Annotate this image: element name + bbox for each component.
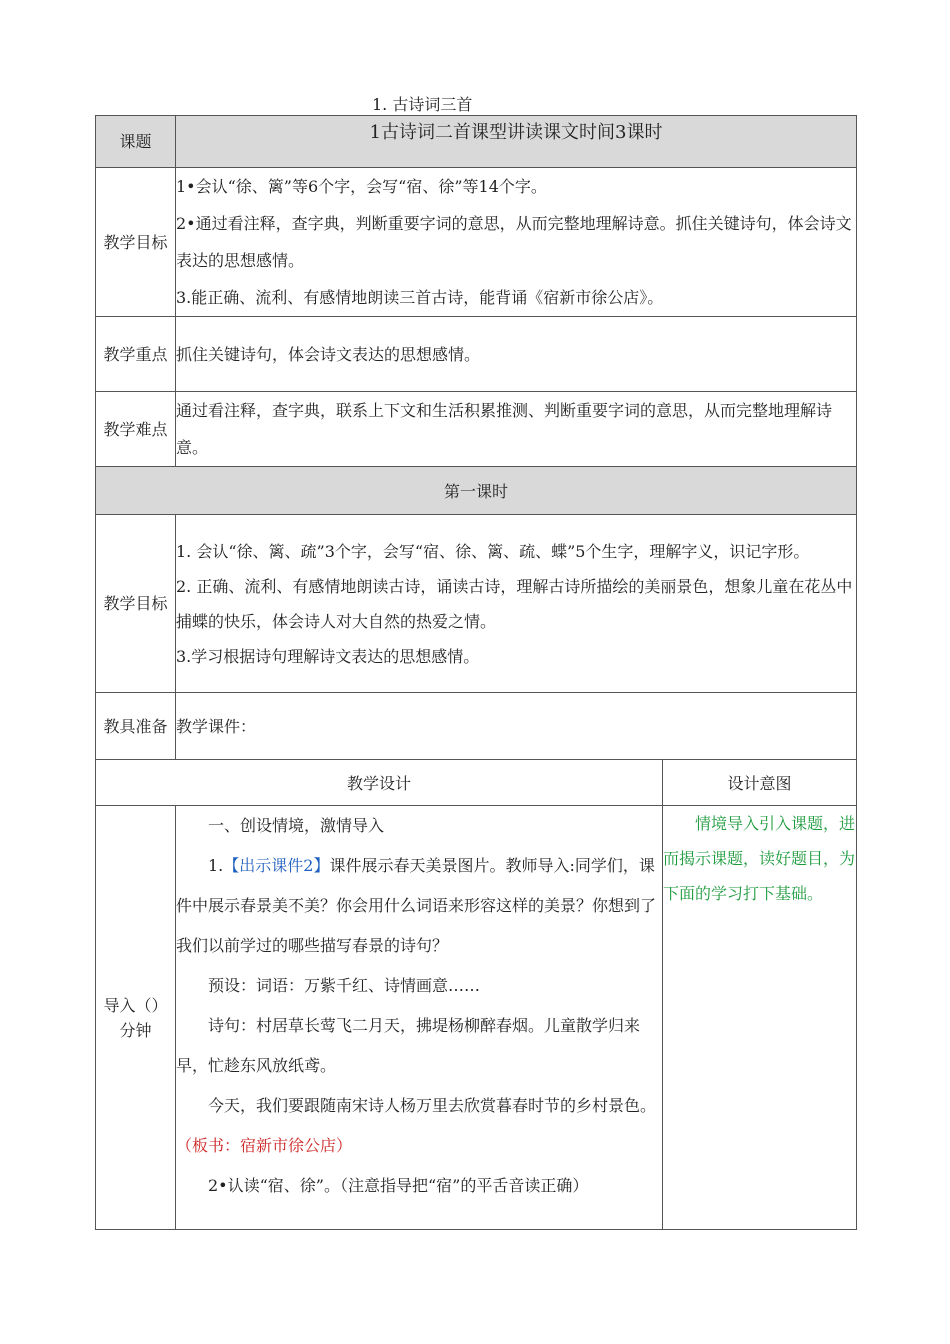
intro-intent: 情境导入引入课题，进而揭示课题，读好题目，为下面的学习打下基础。	[663, 806, 857, 1230]
first-lesson-title: 第一课时	[96, 467, 857, 515]
intro-step-2: 2•认读“宿、徐”。（注意指导把“宿”的平舌音读正确）	[208, 1176, 589, 1195]
intro-poem: 诗句：村居草长莺飞二月天，拂堤杨柳醉春烟。儿童散学归来早，忙趁东风放纸鸢。	[176, 1016, 641, 1075]
intro-p1-rest: 课件展示春天美景图片。教师导入:同学们，课件中展示春景美不美？你会用什么词语来形容这样的美景？你想到了我们以前学过的哪些描写春景的诗句？	[176, 856, 657, 955]
first-lesson-goal-item: 1. 会认“徐、篱、疏”3个字，会写“宿、徐、篱、疏、蝶”5个生字，理解字义，识记字形。	[176, 541, 810, 561]
intro-today	[176, 1086, 662, 1166]
difficulties-content: 通过看注释，查字典，联系上下文和生活积累推测、判断重要字词的意思，从而完整地理解诗意。	[176, 392, 857, 467]
first-lesson-goal-item: 2. 正确、流利、有感情地朗读古诗，诵读古诗，理解古诗所描绘的美丽景色，想象儿童在花丛中捕蝶的快乐，体会诗人对大自然的热爱之情。	[176, 576, 853, 631]
teaching-goals-row	[96, 168, 857, 317]
first-lesson-row	[96, 467, 857, 515]
difficulties-label: 教学难点	[96, 392, 176, 467]
teaching-goal-item: 3.能正确、流利、有感情地朗读三首古诗，能背诵《宿新市徐公店》。	[176, 288, 664, 307]
intro-preset: 预设：词语：万紫千红、诗情画意……	[208, 976, 481, 995]
tools-content: 教学课件：	[176, 693, 857, 760]
course-row	[96, 116, 857, 168]
first-lesson-goal-item: 3.学习根据诗句理解诗文表达的思想感情。	[176, 646, 480, 666]
first-lesson-goals-label: 教学目标	[96, 515, 176, 693]
key-points-label: 教学重点	[96, 317, 176, 392]
teaching-goal-item: 2•通过看注释，查字典，判断重要字词的意思，从而完整地理解诗意。抓住关键诗句，体会诗文表达的思想感情。	[176, 214, 852, 270]
intro-p1-prefix: 1.	[208, 856, 224, 875]
document-title: 1. 古诗词三首	[372, 95, 473, 114]
course-label: 课题	[96, 116, 176, 168]
board-writing: （板书：宿新市徐公店）	[176, 1136, 353, 1155]
tools-label: 教具准备	[96, 693, 176, 760]
teaching-goal-item: 1•会认“徐、篱”等6个字，会写“宿、徐”等14个字。	[176, 177, 547, 196]
difficulties-row	[96, 392, 857, 467]
course-value: 1古诗词二首课型讲读课文时间3课时	[176, 116, 857, 168]
teaching-goals-label: 教学目标	[96, 168, 176, 317]
intro-heading: 一、创设情境，激情导入	[208, 816, 385, 835]
key-points-row	[96, 317, 857, 392]
first-lesson-goals-content	[176, 515, 857, 693]
intro-design-content	[176, 806, 663, 1230]
teaching-goals-content	[176, 168, 857, 317]
intro-today-text: 今天，我们要跟随南宋诗人杨万里去欣赏暮春时节的乡村景色。	[208, 1096, 657, 1115]
design-header-row	[96, 760, 857, 806]
intent-header: 设计意图	[663, 760, 857, 806]
first-lesson-goals-row	[96, 515, 857, 693]
intro-row	[96, 806, 857, 1230]
courseware-highlight: 【出示课件2】	[223, 856, 330, 875]
tools-row	[96, 693, 857, 760]
lesson-plan-table	[95, 115, 857, 1230]
intro-label: 导入（）分钟	[96, 806, 176, 1230]
key-points-content: 抓住关键诗句，体会诗文表达的思想感情。	[176, 317, 857, 392]
intro-paragraph-1	[176, 846, 662, 966]
design-header: 教学设计	[96, 760, 663, 806]
